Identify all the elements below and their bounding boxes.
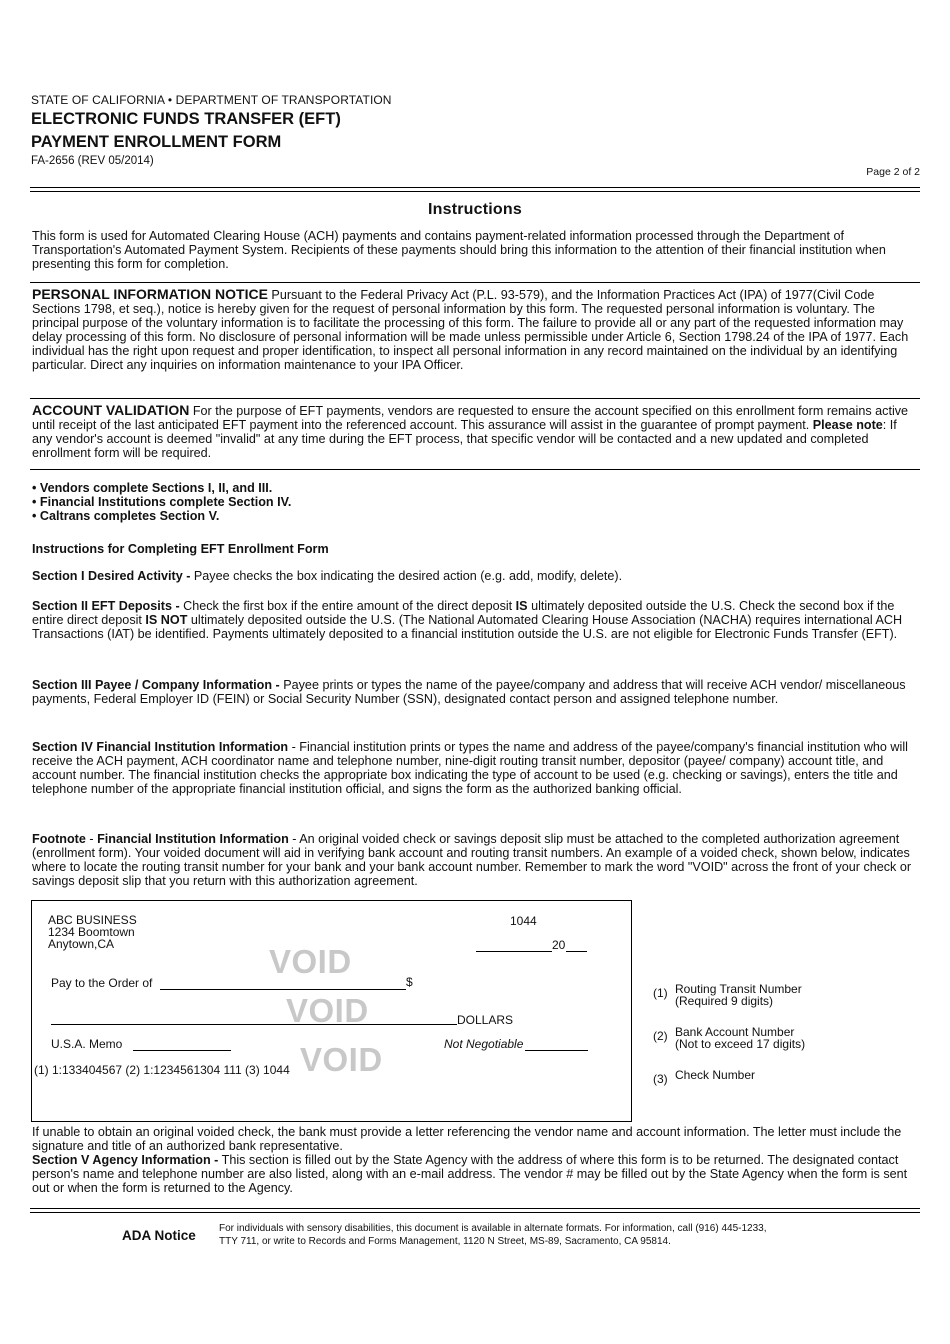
section-2-text: ultimately deposited outside the U.S. (The National Automated Clearing House Association (NACHA) requires international ACH Transactions (IAT) be identified. Payments ultimately deposited to a financial institution outside the U.S. are not eligible for Electronic Funds Transfer (EFT). bbox=[32, 613, 903, 641]
section-1-text: Payee checks the box indicating the desired action (e.g. add, modify, delete). bbox=[190, 569, 623, 583]
form-number: FA-2656 (REV 05/2014) bbox=[31, 155, 154, 167]
section-4-text: - Financial institution prints or types the name and address of the payee/company's financial institution who will receive the ACH payment, ACH coordinator name and telephone number, nine-digit routing transit number, depositor (payee/ company) account title, and account number. The financial institution checks the appropriate box indicating the type of account to be used (e.g. checking or savings), enters the title and telephone number of the appropriate financial institution official, and signs the form as the authorized banking official. bbox=[32, 740, 908, 796]
completion-bullets bbox=[32, 481, 291, 523]
instructions-title: Instructions bbox=[428, 201, 522, 218]
footnote-label-2: Financial Institution Information bbox=[97, 832, 289, 846]
please-note-label: Please note bbox=[812, 418, 883, 432]
section-5-text: This section is filled out by the State Agency with the address of where this form is to be returned. The designated contact person's name and telephone number are also listed, along with an e-mail address. The vendor # may be filled out by the State Agency when the form is sent out or when the form is returned to the Agency. bbox=[32, 1153, 908, 1195]
unable-to-obtain-check: If unable to obtain an original voided check, the bank must provide a letter referencing the vendor name and account information. The letter must include the signature and title of an authorized bank representative. bbox=[32, 1125, 902, 1153]
sample-voided-check bbox=[31, 900, 632, 1122]
footer-rule-top bbox=[30, 1208, 920, 1209]
legend-label: Bank Account Number bbox=[675, 1025, 795, 1039]
dollars-label: DOLLARS bbox=[457, 1013, 514, 1027]
ada-notice-text bbox=[219, 1222, 859, 1248]
footer-rule-bottom bbox=[30, 1212, 920, 1213]
account-validation-text: For the purpose of EFT payments, vendors are requested to ensure the account specified on this enrollment form remains active until receipt of the last anticipated EFT payment into the referenced account. This assurance will assist in the guarantee of prompt payment. bbox=[32, 404, 909, 432]
not-negotiable-label: Not Negotiable bbox=[444, 1037, 524, 1051]
legend-sublabel: (Required 9 digits) bbox=[675, 994, 774, 1008]
check-city: Anytown,CA bbox=[48, 937, 115, 951]
divider bbox=[30, 282, 920, 283]
footnote-label: Footnote bbox=[32, 832, 86, 846]
section-5-label: Section V Agency Information - bbox=[32, 1153, 219, 1167]
ada-notice-label: ADA Notice bbox=[122, 1228, 196, 1243]
check-business-name: ABC BUSINESS bbox=[48, 913, 137, 927]
divider bbox=[30, 469, 920, 470]
check-year: 20 bbox=[552, 938, 566, 952]
bullet-item: • Financial Institutions complete Section IV. bbox=[32, 495, 292, 509]
intro-paragraph: This form is used for Automated Clearing House (ACH) payments and contains payment-related information processed through the Department of Transportation's Automated Payment System. Recipients of these payments should bring this information to the attention of their financial institution when presenting this form for completion. bbox=[32, 229, 886, 271]
section-3-text: Payee prints or types the name of the payee/company and address that will receive ACH vendor/ miscellaneous payments, Federal Employer ID (FEIN) or Social Security Number (SSN), designated contact person and assigned telephone number. bbox=[32, 678, 906, 706]
section-4-instructions bbox=[32, 740, 920, 796]
section-2-text: Check the first box if the entire amount of the direct deposit bbox=[179, 599, 516, 613]
ada-notice-line: For individuals with sensory disabilities, this document is available in alternate formats. For information, call (916) 445-1233, bbox=[219, 1223, 767, 1234]
section-2-label: Section II EFT Deposits - bbox=[32, 599, 180, 613]
section-4-label: Section IV Financial Institution Information bbox=[32, 740, 289, 754]
pay-to-label: Pay to the Order of bbox=[51, 976, 153, 990]
personal-information-notice bbox=[32, 287, 920, 372]
date-line bbox=[476, 951, 552, 952]
agency-line: STATE OF CALIFORNIA • DEPARTMENT OF TRANSPORTATION bbox=[31, 93, 392, 107]
void-watermark: VOID bbox=[300, 1041, 383, 1078]
account-validation-heading: ACCOUNT VALIDATION bbox=[32, 402, 190, 418]
header-rule-bottom bbox=[30, 191, 920, 192]
ada-notice-line: TTY 711, or write to Records and Forms Management, 1120 N Street, MS-89, Sacramento, CA 95814. bbox=[219, 1236, 671, 1247]
account-validation-text-2: : If any vendor's account is deemed "invalid" at any time during the EFT process, that specific vendor will be contacted and a new updated and completed enrollment form will be required. bbox=[32, 418, 897, 460]
legend-number: (3) bbox=[653, 1072, 668, 1086]
amount-line bbox=[51, 1024, 457, 1025]
bullet-item: • Vendors complete Sections I, II, and III. bbox=[32, 481, 273, 495]
section-1-label: Section I Desired Activity - bbox=[32, 569, 191, 583]
void-watermark: VOID bbox=[269, 943, 352, 980]
legend-label: Routing Transit Number bbox=[675, 982, 802, 996]
section-2-is: IS bbox=[515, 599, 528, 613]
check-number: 1044 bbox=[510, 914, 537, 928]
legend-label: Check Number bbox=[675, 1068, 756, 1082]
section-3-instructions bbox=[32, 678, 920, 706]
footnote-text: - An original voided check or savings deposit slip must be attached to the completed authorization agreement (enrollment form). Your voided document will aid in verifying bank account and routing transit numbers. An example of a voided check, shown below, indicates where to locate the routing transit number for your bank and your bank account number. Remember to mark the word "VOID" across the front of your check or savings deposit slip that you return with this authorization agreement. bbox=[32, 832, 912, 888]
section-1-instructions bbox=[32, 569, 920, 583]
legend-number: (1) bbox=[653, 986, 668, 1000]
footnote-dash: - bbox=[85, 832, 98, 846]
section-2-is-not: IS NOT bbox=[145, 613, 188, 627]
header-rule-top bbox=[30, 187, 920, 188]
memo-label: U.S.A. Memo bbox=[51, 1037, 123, 1051]
payee-line bbox=[160, 989, 406, 990]
personal-notice-text: Pursuant to the Federal Privacy Act (P.L. 93-579), and the Information Practices Act (IPA) of 1977(Civil Code Sections 1798, et seq.), notice is hereby given for the request of personal information by this form. The requested personal information is voluntary. The principal purpose of the voluntary information is to facilitate the processing of this form. The failure to provide all or any part of the requested information may delay processing of this form. No disclosure of personal information will be made unless permissible under Article 6, Section 1798.24 of the IPA of 1977. Each individual has the right upon request and proper identification, to inspect all personal information in any record maintained on the individual by an identifying particular. Direct any inquiries on information maintenance to your IPA Officer. bbox=[32, 288, 909, 372]
page-number: Page 2 of 2 bbox=[866, 166, 920, 178]
memo-line bbox=[133, 1050, 231, 1051]
dollar-sign: $ bbox=[406, 975, 413, 989]
footnote bbox=[32, 832, 920, 888]
form-title: ELECTRONIC FUNDS TRANSFER (EFT) bbox=[31, 110, 341, 128]
form-subtitle: PAYMENT ENROLLMENT FORM bbox=[31, 133, 282, 151]
bullet-item: • Caltrans completes Section V. bbox=[32, 509, 220, 523]
account-validation bbox=[32, 403, 920, 460]
signature-line bbox=[525, 1050, 588, 1051]
check-payer-address bbox=[48, 914, 137, 950]
void-watermark: VOID bbox=[286, 992, 369, 1029]
legend-sublabel: (Not to exceed 17 digits) bbox=[675, 1037, 806, 1051]
personal-notice-heading: PERSONAL INFORMATION NOTICE bbox=[32, 286, 268, 302]
divider bbox=[30, 398, 920, 399]
completing-heading: Instructions for Completing EFT Enrollment Form bbox=[32, 542, 329, 556]
section-5-instructions bbox=[32, 1153, 920, 1195]
section-3-label: Section III Payee / Company Information - bbox=[32, 678, 280, 692]
section-2-text: ultimately deposited outside the U.S. Check the second box if the entire direct deposit bbox=[32, 599, 895, 627]
legend-number: (2) bbox=[653, 1029, 668, 1043]
micr-line: (1) 1:133404567 (2) 1:1234561304 111 (3) 1044 bbox=[34, 1063, 290, 1077]
section-2-instructions bbox=[32, 599, 920, 641]
date-line bbox=[566, 951, 587, 952]
check-street: 1234 Boomtown bbox=[48, 925, 135, 939]
